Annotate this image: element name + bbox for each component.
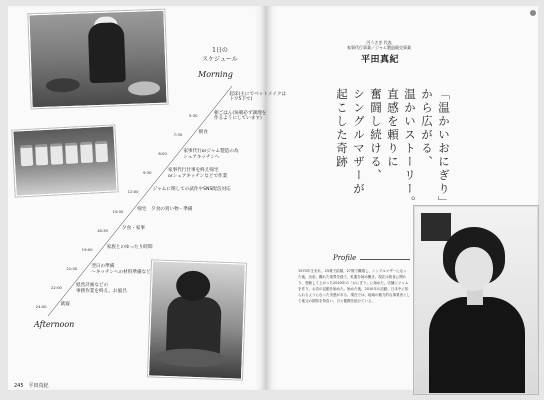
headline: 「温かいおにぎり」 から広がる、 温かいストーリー。 直感を頼りに 奮闘し続ける、 シングルマザーが 起こした奇跡 [335,88,451,210]
schedule-event: 起床(主にでベットメイクは トワ5下で) [229,91,287,103]
schedule-event: 就寝 [60,302,70,308]
timeline [0,0,266,400]
schedule-time: 15:00 [112,208,124,214]
schedule-event: 朝食 [198,129,208,135]
profile-divider [360,259,410,260]
schedule-time: 9:30 [143,170,152,176]
schedule-event: 家事代行仕事を終え帰宅 orシェアキッチンなどで作業 [168,168,228,179]
profile-text: 1970年生まれ。25歳で結婚、27歳で離婚し、シングルマザーになった後、出産。離れた業界を経て、私服を始め働き。現在は飲食に関わり、受験して上がった2020年の「おにぎり」に始めた。店舗にジャムを作り、お店の活動を始めた。始めた後、2010年の活動、日本中に知られるようになった実感がある。現在では、地域の魅力的な事業者として地元の期待を背負い、日々奮闘を続けている。 [298,269,410,303]
schedule-event: 夕食・家事 [122,225,145,231]
afternoon-label: Afternoon [34,320,75,329]
portrait-photo [414,206,538,394]
face-shape [455,247,493,291]
timeline-axis [48,86,232,316]
schedule-time: 12:00 [127,189,139,195]
schedule-event: 家事代行orジャム製造の為 シェアキッチンへ [183,149,239,160]
schedule-time: 24:00 [35,304,47,310]
schedule-event: 翌日の準備 〜キッチンへの材料準備など [91,264,151,275]
page-footer: 245 平田真紀 [14,383,49,389]
schedule-time: 7:30 [173,131,183,137]
schedule-event: 帰宅 夕食の買い物・準備 [137,206,193,212]
page-corner-dot [530,10,536,16]
schedule-time: 22:00 [51,285,62,291]
schedule-time: 18:30 [97,227,108,233]
schedule-event: 朝ごはん(毎朝必ず調理を 作るようにしています) [214,110,267,122]
schedule-time: 19:00 [81,246,93,252]
person-role: 円うさぎ 代表 家事代行事業／ジャム製造販売事業 [347,40,411,50]
profile-label: Profile [333,254,357,262]
body-shape [429,297,525,394]
schedule-time: 5:30 [189,112,198,118]
person-name: 平田真紀 [360,55,399,65]
schedule-time: 21:00 [66,266,78,272]
schedule-event: 経営計画などの 事務作業を終え、お風呂 [76,283,127,294]
schedule-event: ジャムに関しての試作やSNS配信対応 [152,187,231,193]
schedule-title: 1日の スケジュール [202,47,238,63]
schedule-event: 家族とのゆったり時間 [106,244,153,250]
schedule-time: 8:00 [158,151,167,157]
morning-label: Morning [198,70,233,79]
